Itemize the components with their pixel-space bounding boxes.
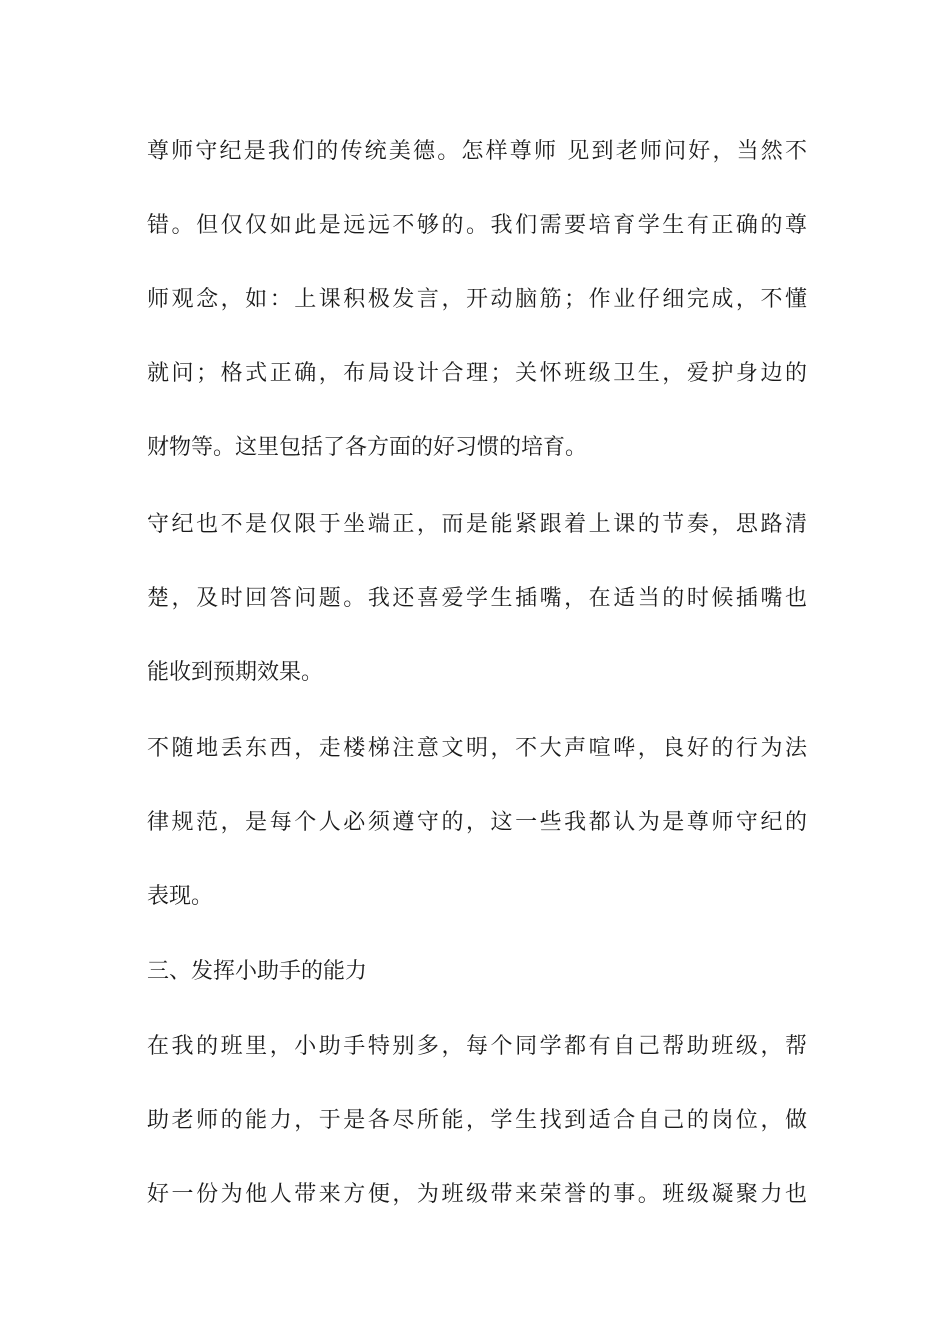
paragraph-line-15: 好一份为他人带来方便，为班级带来荣誉的事。班级凝聚力也 bbox=[147, 1182, 807, 1207]
section-heading: 三、发挥小助手的能力 bbox=[147, 959, 368, 984]
paragraph-line-2: 错。但仅仅如此是远远不够的。我们需要培育学生有正确的尊 bbox=[147, 213, 807, 238]
paragraph-line-4: 就问；格式正确，布局设计合理；关怀班级卫生，爱护身边的 bbox=[147, 361, 807, 386]
paragraph-line-3: 师观念，如：上课积极发言，开动脑筋；作业仔细完成，不懂 bbox=[147, 287, 807, 312]
paragraph-line-11: 表现。 bbox=[147, 884, 214, 909]
paragraph-line-8: 能收到预期效果。 bbox=[147, 660, 324, 685]
paragraph-line-7: 楚，及时回答问题。我还喜爱学生插嘴，在适当的时候插嘴也 bbox=[147, 586, 807, 611]
paragraph-line-9: 不随地丢东西，走楼梯注意文明，不大声喧哗，良好的行为法 bbox=[147, 736, 807, 761]
paragraph-line-6: 守纪也不是仅限于坐端正，而是能紧跟着上课的节奏，思路清 bbox=[147, 512, 807, 537]
paragraph-line-13: 在我的班里，小助手特别多，每个同学都有自己帮助班级，帮 bbox=[147, 1034, 807, 1059]
paragraph-line-10: 律规范，是每个人必须遵守的，这一些我都认为是尊师守纪的 bbox=[147, 810, 807, 835]
paragraph-line-14: 助老师的能力，于是各尽所能，学生找到适合自己的岗位，做 bbox=[147, 1108, 807, 1133]
paragraph-line-5: 财物等。这里包括了各方面的好习惯的培育。 bbox=[147, 435, 588, 460]
paragraph-line-1: 尊师守纪是我们的传统美德。怎样尊师 见到老师问好，当然不 bbox=[147, 139, 807, 164]
